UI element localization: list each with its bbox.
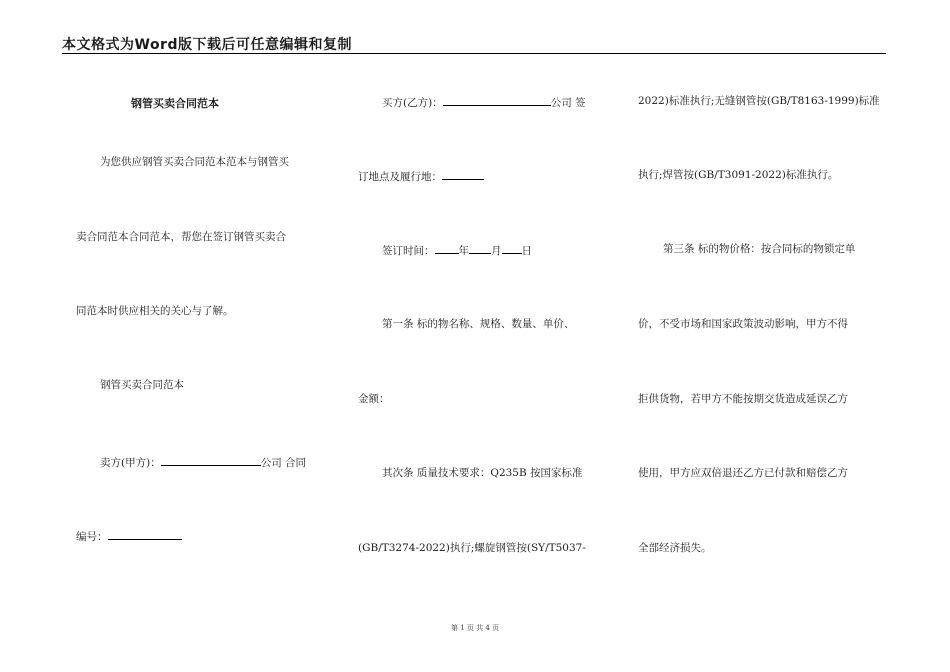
- buyer-label: 买方(乙方)：: [382, 97, 443, 109]
- year-blank: [435, 242, 459, 254]
- contract-title: 钢管买卖合同范本: [131, 97, 219, 110]
- article3-line-4: 使用，甲方应双倍退还乙方已付款和赔偿乙方: [638, 467, 848, 479]
- sign-place-blank: [442, 168, 484, 180]
- month-blank: [469, 242, 491, 254]
- contract-subtitle: 钢管买卖合同范本: [100, 379, 184, 391]
- seller-name-blank: [161, 454, 261, 466]
- month-label: 月: [491, 245, 502, 257]
- standards-line-2: 执行;焊管按(GB/T3091-2022)标准执行。: [638, 169, 839, 181]
- article1-line-1: 第一条 标的物名称、规格、数量、单价、: [382, 318, 575, 330]
- document-header-title: 本文格式为Word版下载后可任意编辑和复制: [62, 37, 352, 53]
- buyer-line: [382, 94, 586, 110]
- header-divider: [62, 53, 886, 54]
- intro-line-2: 卖合同范本合同范本，帮您在签订钢管买卖合: [76, 231, 286, 243]
- article3-line-1: 第三条 标的物价格：按合同标的物锁定单: [663, 243, 856, 255]
- year-label: 年: [458, 245, 469, 257]
- seller-line: [100, 454, 306, 470]
- contract-number-label: 编号：: [76, 531, 108, 543]
- page-number: 第 1 页 共 4 页: [450, 624, 500, 632]
- sign-place-label: 订地点及履行地：: [358, 171, 442, 183]
- contract-number-line: [76, 528, 182, 544]
- article1-line-2: 金额：: [358, 393, 390, 405]
- article3-line-2: 价，不受市场和国家政策波动影响，甲方不得: [638, 318, 848, 330]
- day-blank: [502, 242, 522, 254]
- article3-line-5: 全部经济损失。: [638, 542, 712, 554]
- seller-label: 卖方(甲方)：: [100, 457, 161, 469]
- sign-time-line: [382, 242, 532, 258]
- intro-line-3: 同范本时供应相关的关心与了解。: [76, 305, 234, 317]
- seller-suffix: 公司 合同: [260, 457, 307, 469]
- contract-number-blank: [108, 528, 182, 540]
- article2-line-1: 其次条 质量技术要求：Q235B 按国家标准: [382, 467, 583, 479]
- intro-line-1: 为您供应钢管买卖合同范本范本与钢管买: [100, 156, 289, 168]
- sign-time-label: 签订时间：: [382, 245, 435, 257]
- sign-place-line: [358, 168, 484, 184]
- standards-line-1: 2022)标准执行;无缝钢管按(GB/T8163-1999)标准: [638, 95, 880, 107]
- article2-line-2: (GB/T3274-2022)执行;螺旋钢管按(SY/T5037-: [358, 542, 586, 554]
- buyer-suffix: 公司 签: [550, 97, 586, 109]
- buyer-name-blank: [443, 94, 551, 106]
- article3-line-3: 拒供货物，若甲方不能按期交货造成延误乙方: [638, 393, 848, 405]
- day-label: 日: [521, 245, 532, 257]
